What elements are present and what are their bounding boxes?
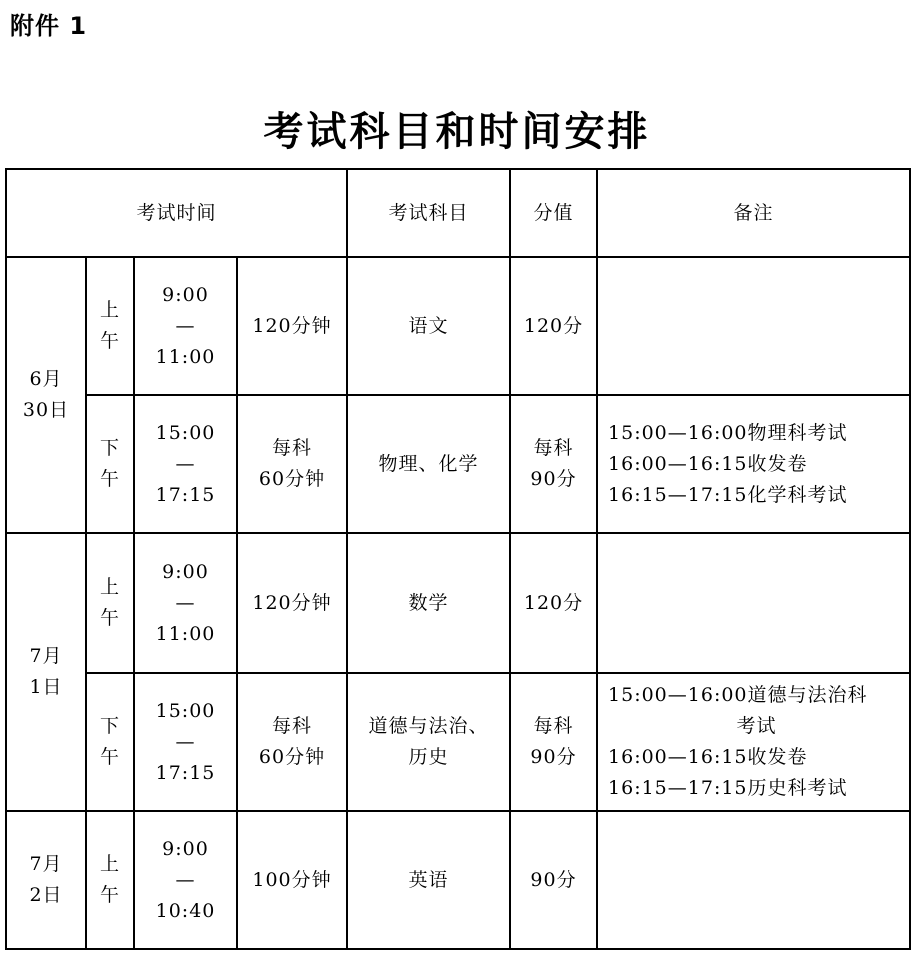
note-line: 16:15—17:15历史科考试: [608, 777, 848, 799]
time-dash: —: [175, 452, 196, 475]
time-range-cell: [134, 533, 237, 673]
period-cell: [86, 811, 134, 949]
date-month: 7月: [29, 853, 63, 875]
note-line: 16:15—17:15化学科考试: [608, 483, 848, 506]
note-cell: [597, 257, 910, 395]
period-line: 上: [99, 299, 120, 321]
score-line: 120分: [523, 591, 584, 614]
date-month: 7月: [29, 645, 63, 667]
score-cell: [510, 257, 597, 395]
duration-cell: [237, 533, 347, 673]
duration-cell: [237, 395, 347, 533]
period-line: 下: [99, 715, 120, 737]
score-line: 每科: [533, 437, 574, 459]
score-cell: [510, 673, 597, 811]
header-score: 分值: [510, 169, 597, 257]
duration-line: 每科: [272, 715, 313, 737]
date-day: 30日: [22, 399, 70, 421]
note-line: 15:00—16:00物理科考试: [608, 421, 848, 444]
note-cell: [597, 395, 910, 533]
page-title: 考试科目和时间安排: [263, 108, 651, 155]
period-cell: [86, 533, 134, 673]
header-note: 备注: [597, 169, 910, 257]
end-time: 17:15: [155, 483, 216, 506]
subject-cell: [347, 811, 510, 949]
date-cell: [6, 257, 86, 533]
time-range-cell: [134, 395, 237, 533]
table-row: [6, 811, 910, 949]
period-line: 午: [99, 884, 120, 906]
score-cell: [510, 811, 597, 949]
table-row: [6, 395, 910, 533]
start-time: 9:00: [162, 837, 209, 860]
period-line: 午: [99, 746, 120, 768]
period-line: 午: [99, 468, 120, 490]
header-exam-time: 考试时间: [6, 169, 347, 257]
date-month: 6月: [29, 368, 63, 390]
score-line: 90分: [530, 468, 577, 490]
date-day: 2日: [29, 884, 63, 906]
note-line: 16:00—16:15收发卷: [608, 746, 808, 768]
table-row: [6, 673, 910, 811]
note-line: 15:00—16:00道德与法治科: [608, 684, 868, 706]
period-line: 上: [99, 576, 120, 598]
date-cell: [6, 533, 86, 811]
duration-line: 100分钟: [252, 868, 332, 891]
subject-line: 物理、化学: [378, 452, 479, 475]
subject-line: 数学: [408, 591, 449, 614]
header-subject: 考试科目: [347, 169, 510, 257]
score-line: 每科: [533, 715, 574, 737]
subject-cell: [347, 257, 510, 395]
time-dash: —: [175, 868, 196, 891]
time-dash: —: [175, 314, 196, 337]
subject-line: 英语: [408, 868, 449, 891]
duration-line: 120分钟: [252, 591, 332, 614]
period-cell: [86, 673, 134, 811]
start-time: 15:00: [155, 699, 216, 722]
duration-cell: [237, 811, 347, 949]
subject-line: 语文: [408, 314, 449, 337]
end-time: 11:00: [155, 622, 216, 645]
table-row: [6, 257, 910, 395]
start-time: 9:00: [162, 283, 209, 306]
time-dash: —: [175, 730, 196, 753]
attachment-label: 附件 1: [10, 12, 88, 40]
date-day: 1日: [29, 676, 63, 698]
duration-cell: [237, 673, 347, 811]
score-line: 90分: [530, 868, 577, 891]
time-range-cell: [134, 257, 237, 395]
period-line: 午: [99, 607, 120, 629]
score-cell: [510, 533, 597, 673]
note-cell: [597, 673, 910, 811]
duration-line: 120分钟: [252, 314, 332, 337]
subject-line: 历史: [408, 746, 449, 768]
score-line: 90分: [530, 746, 577, 768]
score-cell: [510, 395, 597, 533]
subject-cell: [347, 533, 510, 673]
table-row: [6, 533, 910, 673]
date-cell: [6, 811, 86, 949]
start-time: 9:00: [162, 560, 209, 583]
header-row: [6, 169, 910, 257]
duration-line: 每科: [272, 437, 313, 459]
note-line: 16:00—16:15收发卷: [608, 452, 808, 475]
duration-cell: [237, 257, 347, 395]
end-time: 11:00: [155, 345, 216, 368]
period-line: 上: [99, 853, 120, 875]
note-cell: [597, 811, 910, 949]
period-cell: [86, 395, 134, 533]
note-line: 考试: [736, 715, 777, 737]
end-time: 10:40: [155, 899, 216, 922]
duration-line: 60分钟: [258, 468, 326, 490]
period-line: 午: [99, 330, 120, 352]
time-range-cell: [134, 811, 237, 949]
schedule-table: [5, 168, 911, 950]
time-range-cell: [134, 673, 237, 811]
subject-cell: [347, 673, 510, 811]
note-cell: [597, 533, 910, 673]
duration-line: 60分钟: [258, 746, 326, 768]
time-dash: —: [175, 591, 196, 614]
subject-cell: [347, 395, 510, 533]
period-line: 下: [99, 437, 120, 459]
subject-line: 道德与法治、: [368, 715, 489, 737]
start-time: 15:00: [155, 421, 216, 444]
period-cell: [86, 257, 134, 395]
score-line: 120分: [523, 314, 584, 337]
end-time: 17:15: [155, 761, 216, 784]
